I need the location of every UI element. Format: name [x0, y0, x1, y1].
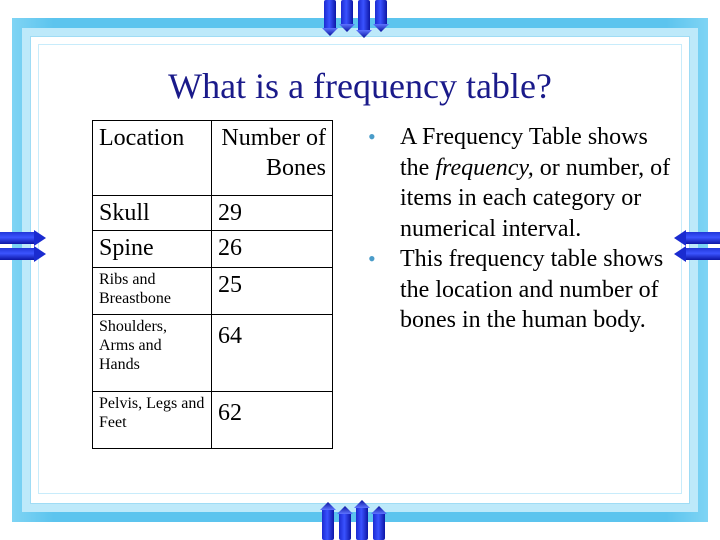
location-cell: Spine: [93, 231, 212, 268]
decor-side-bar: [684, 232, 720, 244]
bullet-icon: •: [368, 246, 376, 271]
decor-side-bar: [0, 248, 36, 260]
bones-cell: 64: [212, 315, 333, 392]
table-row: [93, 315, 333, 392]
decor-pillar: [322, 508, 334, 540]
decor-side-bar: [684, 248, 720, 260]
table-header-row: [93, 121, 333, 196]
bullet-text: A Frequency Table shows the: [400, 124, 648, 181]
decor-pillar: [358, 0, 370, 32]
bullet-emphasis: frequency,: [435, 154, 534, 181]
bones-cell: 29: [212, 196, 333, 231]
bones-cell: 25: [212, 268, 333, 315]
bullet-item: [362, 244, 680, 336]
decor-pillar: [341, 0, 353, 26]
header-location: Location: [93, 121, 212, 196]
header-number-of-bones: Number of Bones: [212, 121, 333, 196]
bones-cell: 26: [212, 231, 333, 268]
decor-pillar: [373, 512, 385, 540]
location-cell: Pelvis, Legs and Feet: [93, 392, 212, 449]
table-row: [93, 231, 333, 268]
location-cell: Ribs and Breastbone: [93, 268, 212, 315]
table-row: [93, 392, 333, 449]
frequency-table: [92, 120, 333, 449]
decor-side-bar: [0, 232, 36, 244]
decor-pillar: [356, 506, 368, 540]
decor-pillar: [324, 0, 336, 30]
location-cell: Skull: [93, 196, 212, 231]
location-cell: Shoulders, Arms and Hands: [93, 315, 212, 392]
bullet-list: [362, 122, 680, 336]
slide-title: What is a frequency table?: [168, 66, 552, 106]
decor-pillar: [375, 0, 387, 26]
decor-pillar: [339, 512, 351, 540]
table-row: [93, 196, 333, 231]
bullet-text: or number, of items in each category or numerical interval.: [400, 154, 671, 242]
table-row: [93, 268, 333, 315]
bullet-icon: •: [368, 124, 376, 149]
bullet-item: [362, 122, 680, 244]
bullet-text: This frequency table shows the location and number of bones in the human body.: [400, 246, 664, 333]
bones-cell: 62: [212, 392, 333, 449]
